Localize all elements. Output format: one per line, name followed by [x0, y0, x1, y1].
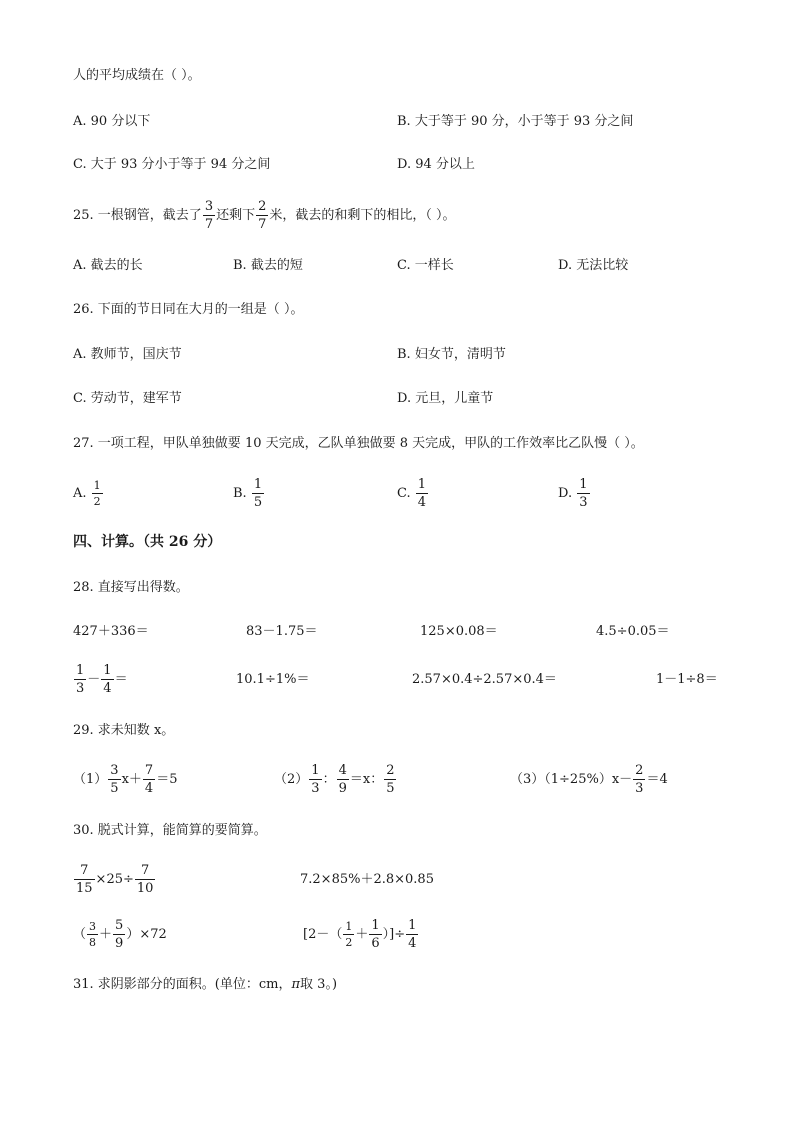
q29-e1-fraction-1 — [108, 764, 120, 795]
q25-option-b: B. 截去的短 — [233, 258, 303, 273]
q25-fraction-2-denominator: 7 — [258, 217, 267, 232]
q27-stem: 27. 一项工程，甲队单独做要 10 天完成，乙队单独做要 8 天完成，甲队的工作效率比乙队慢（ ）。 — [73, 436, 644, 451]
q30-e1-f2-denominator: 10 — [136, 881, 154, 896]
q27-option-a — [73, 474, 104, 514]
q24-option-c: C. 大于 93 分小于等于 94 分之间 — [73, 157, 271, 172]
q27-option-a-label: A. — [73, 486, 87, 501]
q29-e2-fraction-1 — [309, 764, 321, 795]
q29-e3-numerator: 2 — [635, 763, 644, 778]
q30-expression-3 — [73, 915, 167, 955]
q29-e2-middle: ＝x： — [349, 772, 384, 787]
q24-option-d: D. 94 分以上 — [397, 157, 475, 172]
q25-stem — [73, 196, 456, 236]
q29-e2-f3-numerator: 2 — [386, 763, 395, 778]
q29-e1-middle: x＋ — [121, 772, 142, 787]
q28-stem: 28. 直接写出得数。 — [73, 580, 189, 595]
q30-e4-f1-numerator: 1 — [345, 920, 353, 933]
q27-option-d-label: D. — [558, 486, 573, 501]
q29-e1-label: （1） — [73, 772, 108, 787]
q28-item-2: 83－1.75＝ — [246, 624, 318, 639]
q29-e1-f2-numerator: 7 — [144, 763, 154, 778]
q29-equation-3 — [510, 760, 668, 800]
q30-e1-f1-numerator: 7 — [80, 863, 89, 878]
q30-expression-1 — [73, 860, 156, 900]
q27-option-b — [233, 474, 265, 514]
q30-e3-f2-numerator: 5 — [115, 918, 124, 933]
q26-stem: 26. 下面的节日同在大月的一组是（ ）。 — [73, 302, 304, 317]
q28-item-8: 1－1÷8＝ — [656, 672, 718, 687]
q30-e4-f1-denominator: 2 — [345, 936, 353, 949]
q28-item-6: 10.1÷1%＝ — [236, 672, 310, 687]
q27-option-b-label: B. — [233, 486, 247, 501]
q28-item-5-fraction-2 — [101, 664, 113, 695]
q29-equation-1 — [73, 760, 177, 800]
q28-i5-equals: ＝ — [114, 672, 128, 687]
q29-e3-denominator: 3 — [635, 781, 644, 796]
q29-e1-f2-denominator: 4 — [144, 781, 154, 796]
q25-option-a: A. 截去的长 — [73, 258, 143, 273]
q30-e4-fraction-3 — [406, 919, 418, 950]
section-heading: 四、计算。（共 26 分） — [73, 534, 222, 550]
q27-option-b-fraction — [252, 478, 264, 509]
q30-e4-f2-denominator: 6 — [371, 936, 380, 951]
q29-stem: 29. 求未知数 x。 — [73, 723, 175, 738]
q26-option-b: B. 妇女节，清明节 — [397, 347, 506, 362]
q27-d-numerator: 1 — [579, 477, 588, 492]
q28-i5-f1-numerator: 1 — [76, 663, 85, 678]
q29-e2-label: （2） — [274, 772, 309, 787]
q28-item-4: 4.5÷0.05＝ — [596, 624, 670, 639]
q25-text-3: 米，截去的和剩下的相比，（ ）。 — [269, 208, 456, 223]
q30-expression-2: 7.2×85%＋2.8×0.85 — [300, 872, 434, 887]
q29-e2-f1-numerator: 1 — [311, 763, 320, 778]
q29-e1-fraction-2 — [143, 764, 155, 795]
q29-e2-f2-numerator: 4 — [338, 763, 347, 778]
q29-e3-prefix: （3）（1÷25%）x－ — [510, 772, 633, 787]
q30-e4-f3-numerator: 1 — [408, 918, 417, 933]
q29-e2-f2-denominator: 9 — [338, 781, 347, 796]
q29-equation-2 — [274, 760, 397, 800]
q27-option-a-fraction — [92, 480, 103, 507]
q30-e4-close: ）]÷ — [382, 927, 406, 942]
q30-e3-f1-numerator: 3 — [89, 920, 97, 933]
q27-c-denominator: 4 — [417, 495, 427, 510]
q27-b-numerator: 1 — [253, 477, 263, 492]
q28-item-5-fraction-1 — [74, 664, 86, 695]
q25-text-2: 还剩下 — [216, 208, 256, 223]
q30-e3-f2-denominator: 9 — [115, 936, 124, 951]
q30-e1-fraction-2 — [135, 864, 156, 895]
q30-e4-open: [2－（ — [303, 927, 343, 942]
q31-stem-end: 取 3。) — [300, 977, 338, 992]
q26-option-c: C. 劳动节，建军节 — [73, 391, 182, 406]
q25-fraction-1 — [203, 200, 215, 231]
q31-stem-text: 31. 求阴影部分的面积。(单位：cm， — [73, 977, 292, 992]
q30-e4-fraction-1 — [343, 921, 354, 948]
q27-c-numerator: 1 — [417, 477, 427, 492]
q31-pi-symbol: π — [291, 977, 301, 992]
q30-stem: 30. 脱式计算，能简算的要简算。 — [73, 823, 267, 838]
q28-item-5 — [73, 660, 128, 700]
q29-e2-fraction-2 — [337, 764, 349, 795]
q28-i5-minus: － — [87, 672, 101, 687]
q28-i5-f1-denominator: 3 — [76, 681, 85, 696]
q29-e2-f1-denominator: 3 — [311, 781, 320, 796]
q29-e2-colon: ： — [322, 772, 336, 787]
q30-e3-fraction-1 — [87, 921, 98, 948]
q30-e4-fraction-2 — [369, 919, 381, 950]
q27-option-c-label: C. — [397, 486, 411, 501]
q27-a-numerator: 1 — [93, 479, 101, 492]
q29-e3-fraction — [633, 764, 645, 795]
q29-e2-fraction-3 — [384, 764, 396, 795]
q25-text-1: 25. 一根钢管，截去了 — [73, 208, 202, 223]
q30-e1-f1-denominator: 15 — [76, 881, 93, 896]
q25-fraction-1-numerator: 3 — [204, 199, 214, 214]
q28-i5-f2-denominator: 4 — [103, 681, 112, 696]
q30-e3-fraction-2 — [113, 919, 125, 950]
q28-item-1: 427＋336＝ — [73, 624, 149, 639]
q27-d-denominator: 3 — [579, 495, 588, 510]
q29-e2-f3-denominator: 5 — [386, 781, 395, 796]
q30-e3-plus: ＋ — [99, 927, 113, 942]
q24-option-a: A. 90 分以下 — [73, 114, 151, 129]
q27-option-d-fraction — [577, 478, 589, 509]
q30-e1-fraction-1 — [74, 864, 95, 895]
q29-e1-end: ＝5 — [156, 772, 178, 787]
q30-e1-f2-numerator: 7 — [141, 863, 150, 878]
q31-stem — [73, 977, 337, 993]
q30-expression-4 — [303, 915, 419, 955]
q24-stem: 人的平均成绩在（ ）。 — [73, 68, 201, 83]
q27-b-denominator: 5 — [253, 495, 263, 510]
q30-e3-close: ）×72 — [126, 927, 167, 942]
q29-e1-f1-numerator: 3 — [110, 763, 119, 778]
q27-option-d — [558, 474, 591, 514]
q28-item-7: 2.57×0.4÷2.57×0.4＝ — [412, 672, 557, 687]
q30-e1-middle: ×25÷ — [95, 872, 134, 887]
q29-e1-f1-denominator: 5 — [110, 781, 119, 796]
q26-option-d: D. 元旦，儿童节 — [397, 391, 494, 406]
q30-e4-plus: ＋ — [355, 927, 369, 942]
q24-option-b: B. 大于等于 90 分，小于等于 93 分之间 — [397, 114, 634, 129]
q28-item-3: 125×0.08＝ — [420, 624, 498, 639]
q30-e4-f3-denominator: 4 — [408, 936, 417, 951]
q25-option-d: D. 无法比较 — [558, 258, 629, 273]
q30-e3-f1-denominator: 8 — [89, 936, 97, 949]
q27-option-c-fraction — [416, 478, 428, 509]
q25-fraction-2 — [256, 200, 268, 231]
q28-i5-f2-numerator: 1 — [103, 663, 112, 678]
q27-option-c — [397, 474, 429, 514]
q27-a-denominator: 2 — [93, 495, 101, 508]
q30-e3-open: （ — [73, 927, 87, 942]
q25-fraction-1-denominator: 7 — [204, 217, 214, 232]
q26-option-a: A. 教师节，国庆节 — [73, 347, 182, 362]
q25-option-c: C. 一样长 — [397, 258, 454, 273]
q29-e3-end: ＝4 — [646, 772, 668, 787]
q25-fraction-2-numerator: 2 — [258, 199, 267, 214]
q30-e4-f2-numerator: 1 — [371, 918, 380, 933]
